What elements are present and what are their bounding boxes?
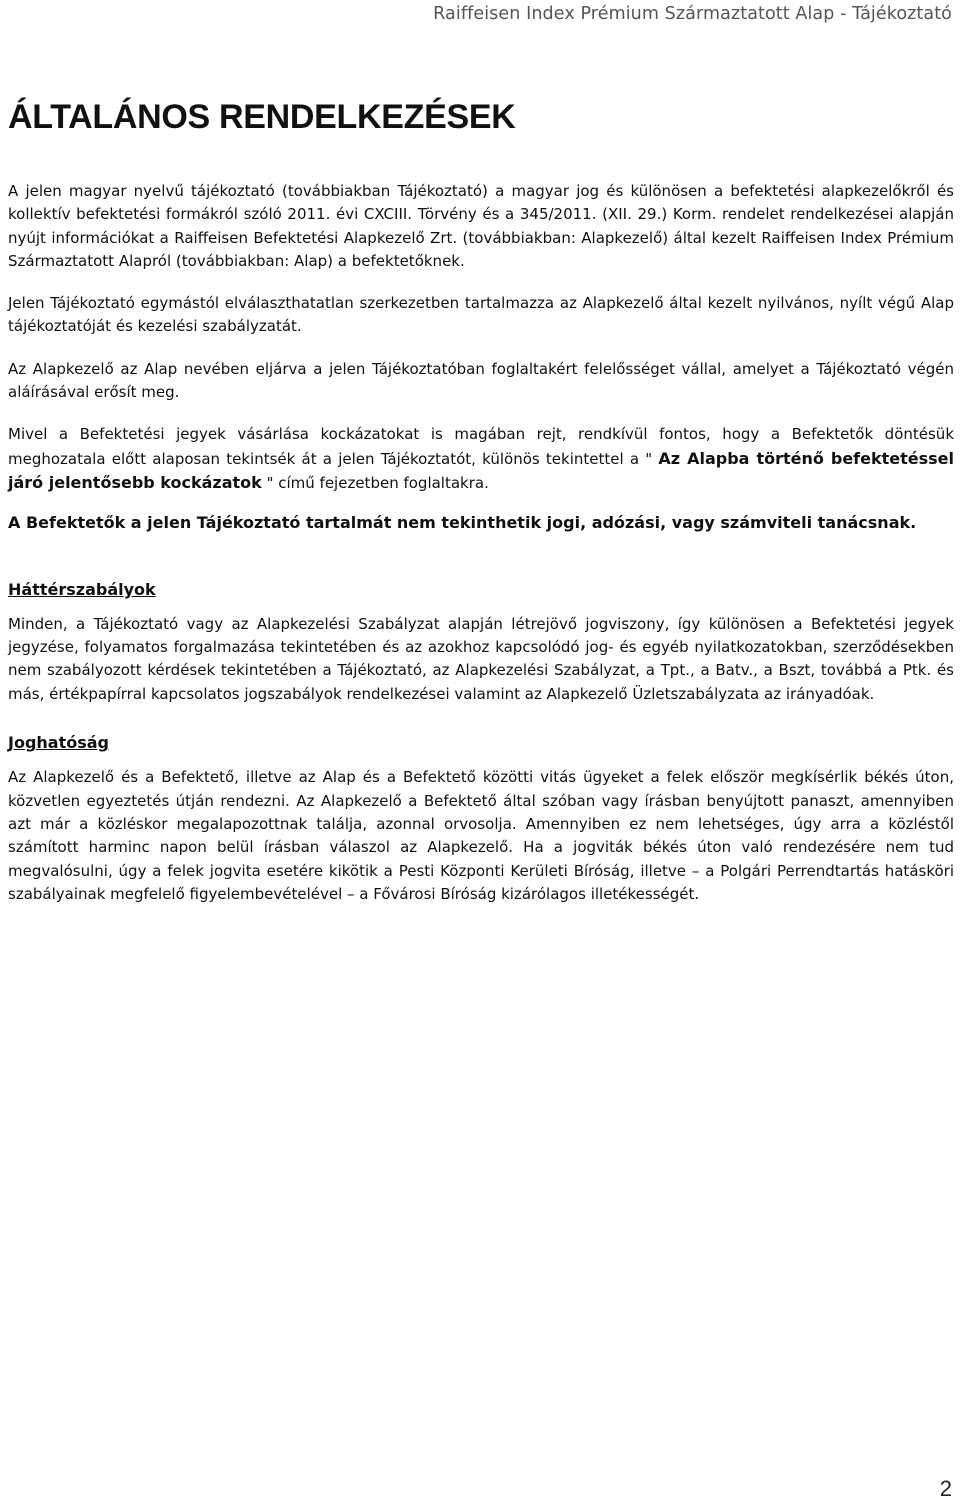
running-header: Raiffeisen Index Prémium Származtatott Alap - Tájékoztató [433,4,952,24]
background-paragraph: Minden, a Tájékoztató vagy az Alapkezelési Szabályzat alapján létrejövő jogviszony, így különösen a Befektetési jegyek jegyzése, folyamatos forgalmazása tekintetében és az azokhoz kapcsolódó jog- és egyéb nyilatkozatokban, szerződésekben nem szabályozott kérdések tekintetében a Tájékoztató, az Alapkezelési Szabályzat, a Tpt., a Batv., a Bszt, továbbá a Ptk. és más, értékpapírral kapcsolatos jogszabályok rendelkezései valamint az Alapkezelő Üzletszabályzata az irányadóak. [8,614,954,703]
risk-chapter-reference: Az Alapba történő befektetéssel járó jelentősebb kockázatok [8,448,955,492]
jurisdiction-paragraph: Az Alapkezelő és a Befektető, illetve az Alap és a Befektető közötti vitás ügyeket a felek először megkísérlik békés úton, közvetlen egyeztetés útján rendezni. Az Alapkezelő a Befektető által szóban vagy írásban benyújtott panaszt, amennyiben azt már a közléskor megalapozottnak találja, azonnal orvosolja. Amennyiben ez nem lehetséges, úgy arra a közléstől számított harminc napon belül írásban válaszol az Alapkezelő. Ha a jogviták békés úton való rendezésére nem tud megvalósulni, úgy a felek jogvita esetére kikötik a Pesti Központi Kerületi Bíróság, illetve – a Polgári Perrendtartás hatásköri szabályainak megfelelő figyelembevételével – a Fővárosi Bíróság kizárólagos illetékességét. [8,768,954,903]
risk-text-before: Mivel a Befektetési jegyek vásárlása kockázatokat is magában rejt, rendkívül fontos, hogy a Befektetők döntésük meghozatala előtt alaposan tekintsék át a jelen Tájékoztatót, különös tekintettel a " [8,425,954,468]
responsibility-paragraph: Az Alapkezelő az Alap nevében eljárva a jelen Tájékoztatóban foglaltakért felelősséget vállal, amelyet a Tájékoztató végén aláírásával erősít meg. [8,359,954,402]
structure-paragraph: Jelen Tájékoztató egymástól elválaszthatatlan szerkezetben tartalmazza az Alapkezelő által kezelt nyilvános, nyílt végű Alap tájékoztatóját és kezelési szabályzatát. [8,294,954,336]
page-title: ÁLTALÁNOS RENDELKEZÉSEK [8,98,516,136]
document-body [8,180,954,906]
section-heading-background: Háttérszabályok [8,579,156,599]
advice-notice: A Befektetők a jelen Tájékoztató tartalmát nem tekinthetik jogi, adózási, vagy számviteli tanácsnak. [8,513,917,533]
risk-paragraph [8,423,954,495]
risk-text-after: " című fejezetben foglaltakra. [261,473,489,492]
intro-paragraph: A jelen magyar nyelvű tájékoztató (továbbiakban Tájékoztató) a magyar jog és különösen a befektetési alapkezelőkről és kollektív befektetési formákról szóló 2011. évi CXCIII. Törvény és a 345/2011. (XII. 29.) Korm. rendelet rendelkezései alapján nyújt információkat a Raiffeisen Befektetési Alapkezelő Zrt. (továbbiakban: Alapkezelő) által kezelt Raiffeisen Index Prémium Származtatott Alapról (továbbiakban: Alap) a befektetőknek. [8,182,954,270]
page-number: 2 [939,1476,952,1501]
section-heading-jurisdiction: Joghatóság [8,733,109,753]
